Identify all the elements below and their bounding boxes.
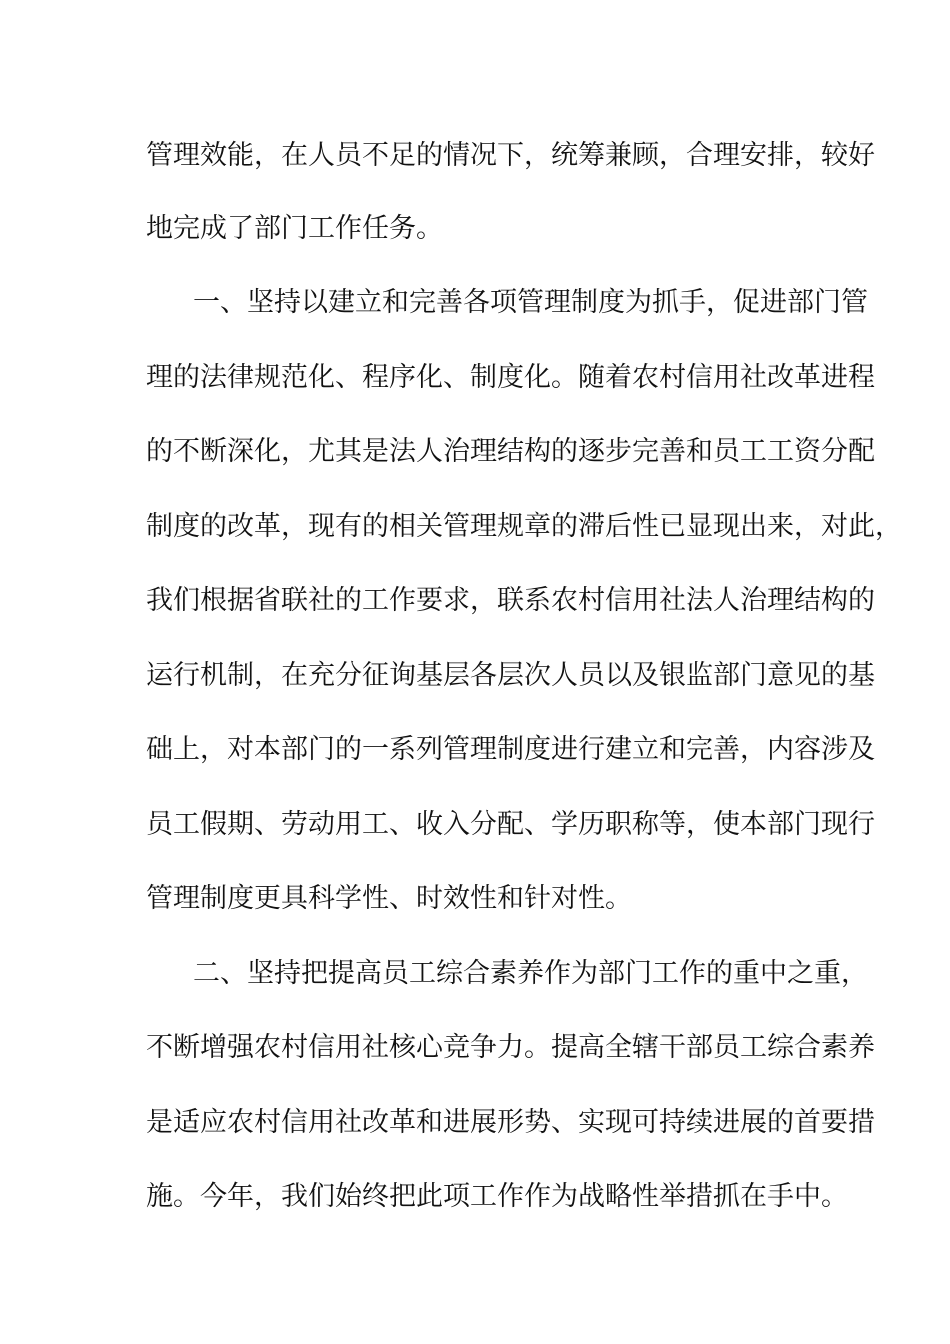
text-line: 制度的改革，现有的相关管理规章的滞后性已显现出来，对此， [146,511,902,542]
text-line: 我们根据省联社的工作要求，联系农村信用社法人治理结构的 [146,585,875,616]
text-line: 的不断深化，尤其是法人治理结构的逐步完善和员工工资分配 [146,436,875,467]
text-line: 是适应农村信用社改革和进展形势、实现可持续进展的首要措 [146,1107,875,1138]
paragraph-heading-2: 二、坚持把提高员工综合素养作为部门工作的重中之重， [193,958,868,989]
text-line: 管理效能，在人员不足的情况下，统筹兼顾，合理安排，较好 [146,140,875,171]
text-line: 理的法律规范化、程序化、制度化。随着农村信用社改革进程 [146,362,875,393]
text-line: 施。今年，我们始终把此项工作作为战略性举措抓在手中。 [146,1181,848,1212]
text-line: 地完成了部门工作任务。 [146,213,443,244]
text-line: 不断增强农村信用社核心竞争力。提高全辖干部员工综合素养 [146,1032,875,1063]
text-line: 运行机制，在充分征询基层各层次人员以及银监部门意见的基 [146,660,875,691]
text-line: 员工假期、劳动用工、收入分配、学历职称等，使本部门现行 [146,809,875,840]
text-line: 管理制度更具科学性、时效性和针对性。 [146,883,632,914]
paragraph-heading-1: 一、坚持以建立和完善各项管理制度为抓手，促进部门管 [193,287,868,318]
text-line: 础上，对本部门的一系列管理制度进行建立和完善，内容涉及 [146,734,875,765]
